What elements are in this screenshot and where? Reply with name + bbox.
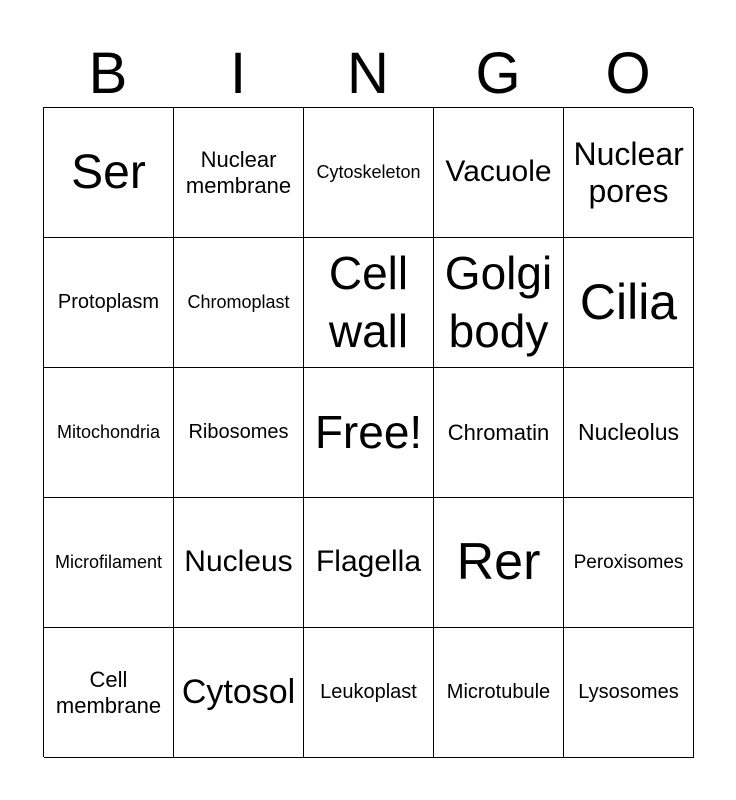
bingo-cell[interactable] [564,628,694,758]
free-space-cell[interactable] [304,368,434,498]
cell-label: Nucleolus [578,419,679,446]
bingo-cell[interactable] [174,628,304,758]
bingo-header [43,40,693,108]
bingo-cell[interactable] [44,368,174,498]
bingo-cell[interactable] [174,498,304,628]
cell-label: Cytoskeleton [316,162,421,183]
bingo-cell[interactable] [564,108,694,238]
header-letter-b: B [88,41,128,106]
bingo-cell[interactable] [564,368,694,498]
cell-label: Rer [456,532,541,591]
header-letter-g: G [475,41,521,106]
cell-label: Chromoplast [187,292,290,313]
bingo-cell[interactable] [434,498,564,628]
cell-label: Cytosol [181,672,296,711]
bingo-cell[interactable] [44,498,174,628]
bingo-cell[interactable] [44,238,174,368]
header-letter-o: O [605,41,651,106]
cell-label: Nuclear membrane [185,147,292,198]
bingo-cell[interactable] [434,238,564,368]
cell-label: Cell membrane [55,667,162,718]
bingo-cell[interactable] [304,498,434,628]
cell-label: Chromatin [447,419,550,445]
cell-label: Nuclear pores [573,135,684,209]
header-letter-i: I [229,41,247,106]
bingo-board [43,107,693,757]
bingo-cell[interactable] [434,108,564,238]
cell-label: Golgi body [444,247,553,357]
header-letter-n: N [347,41,389,106]
cell-label: Microtubule [446,681,551,703]
cell-label: Leukoplast [320,681,417,703]
bingo-cell[interactable] [434,628,564,758]
bingo-cell[interactable] [304,108,434,238]
cell-label: Ribosomes [188,421,289,443]
bingo-cell[interactable] [174,108,304,238]
cell-label: Nucleus [184,545,293,579]
cell-label: Protoplasm [57,291,160,313]
bingo-cell[interactable] [304,628,434,758]
bingo-cell[interactable] [564,498,694,628]
bingo-cell[interactable] [434,368,564,498]
cell-label: Lysosomes [578,681,679,703]
cell-label: Mitochondria [56,422,161,443]
cell-label: Cell wall [328,247,409,357]
bingo-cell[interactable] [304,238,434,368]
cell-label: Microfilament [54,552,163,573]
cell-label: Peroxisomes [573,551,684,573]
bingo-cell[interactable] [174,238,304,368]
cell-label: Vacuole [445,155,552,189]
cell-label: Ser [71,145,146,199]
bingo-cell[interactable] [174,368,304,498]
cell-label: Free! [314,405,423,458]
cell-label: Flagella [315,545,422,579]
bingo-cell[interactable] [564,238,694,368]
bingo-cell[interactable] [44,108,174,238]
cell-label: Cilia [579,273,678,330]
bingo-cell[interactable] [44,628,174,758]
